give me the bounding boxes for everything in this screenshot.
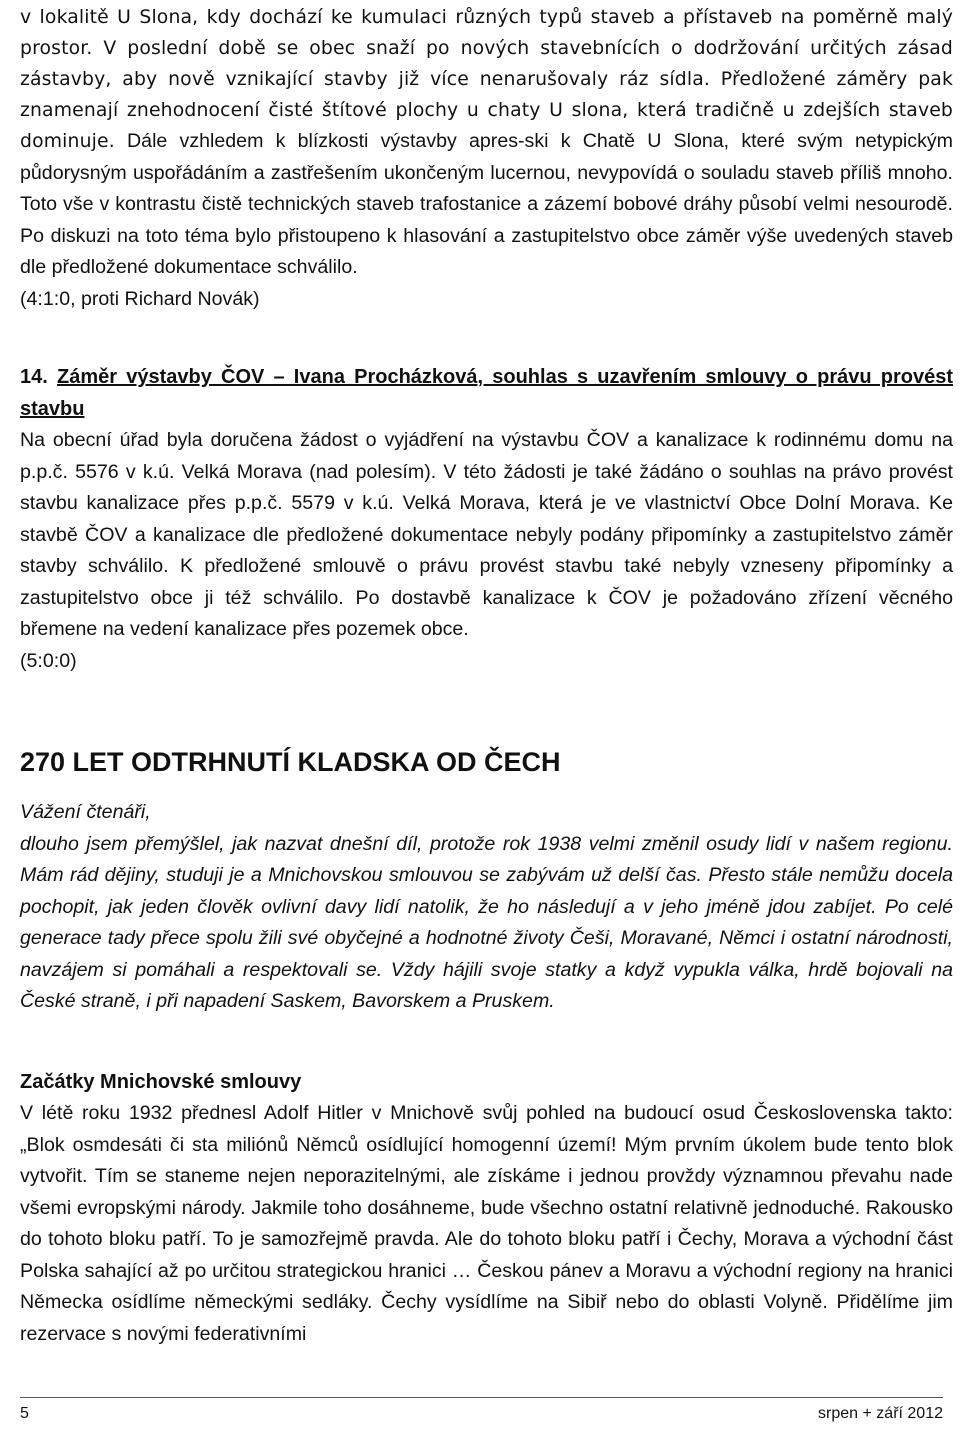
- paragraph-part-1: v lokalitě U Slona, kdy dochází ke kumulaci různých typů staveb a přístaveb na poměrně malý prostor. V poslední době se obec snaží po nových stavebnících o dodržování určitých zásad zástavby, aby nově vznikající stavby již více nenarušovaly ráz sídla. Předložené záměry pak znamenají znehodnocení čisté štítové plochy u chaty U slona, která tradičně u zdejších staveb dominuje.: [20, 7, 953, 152]
- agenda-item-vote: (5:0:0): [20, 649, 77, 672]
- article-subheading: Začátky Mnichovské smlouvy: [20, 1071, 302, 1093]
- vote-result: (4:1:0, proti Richard Novák): [20, 287, 260, 310]
- page-number: 5: [20, 1405, 29, 1422]
- article-body: V létě roku 1932 přednesl Adolf Hitler v Mnichově svůj pohled na budoucí osud Československa takto: „Blok osmdesáti či sta miliónů Němců osídlující homogenní území! Mým prvním úkolem bude tento blok vytvořit. Tím se staneme nejen neporazitelnými, ale získáme i jednou provždy významnou převahu nade všemi evropskými národy. Jakmile toho dosáhneme, bude všechno ostatní relativně jednoduché. Rakousko do tohoto bloku patří. To je samozřejmě pravda. Ale do tohoto bloku patří i Čechy, Morava a východní část Polska sahající až po určitou strategickou hranici … Českou pánev a Moravu a východní regiony na hranici Německa osídlíme německými sedláky. Čechy vysídlíme na Sibiř nebo do oblasti Volyně. Přidělíme jim rezervace s novými federativními: [20, 1102, 953, 1345]
- paragraph-part-2: Dále vzhledem k blízkosti výstavby apres-ski k Chatě U Slona, které svým netypickým půdorysným uspořádáním a zastřešením ukončeným lucernou, nevypovídá o souladu staveb příliš mnoho. Toto vše v kontrastu čistě technických staveb trafostanice a zázemí bobové dráhy působí velmi nesourodě. Po diskuzi na toto téma bylo přistoupeno k hlasování a zastupitelstvo obce záměr výše uvedených staveb dle předložené dokumentace schválilo.: [20, 130, 953, 278]
- issue-label: srpen + září 2012: [818, 1405, 943, 1422]
- agenda-item-heading: [20, 361, 953, 425]
- article-heading: 270 LET ODTRHNUTÍ KLADSKA OD ČECH: [20, 747, 561, 777]
- agenda-item-text: Na obecní úřad byla doručena žádost o vyjádření na výstavbu ČOV a kanalizace k rodinnému domu na p.p.č. 5576 v k.ú. Velká Morava (nad polesím). V této žádosti je také žádáno o souhlas na právo provést stavbu kanalizace přes p.p.č. 5579 v k.ú. Velká Morava, která je ve vlastnictví Obce Dolní Morava. Ke stavbě ČOV a kanalizace dle předložené dokumentace nebyly podány připomínky a zastupitelstvo záměr stavby schválilo. K předložené smlouvě o právu provést stavbu také nebyly vzneseny připomínky a zastupitelstvo obce ji též schválilo. Po dostavbě kanalizace k ČOV je požadováno zřízení věcného břemene na vedení kanalizace přes pozemek obce.: [20, 429, 953, 640]
- article-greeting: Vážení čtenáři,: [20, 801, 151, 823]
- agenda-item-title: Záměr výstavby ČOV – Ivana Procházková, souhlas s uzavřením smlouvy o právu provést stavbu: [20, 366, 953, 420]
- footer-divider: [20, 1397, 943, 1398]
- council-minutes-paragraph: [20, 2, 953, 315]
- agenda-item-14: [20, 361, 953, 677]
- article-intro-text: dlouho jsem přemýšlel, jak nazvat dnešní díl, protože rok 1938 velmi změnil osudy lidí v našem regionu. Mám rád dějiny, studuji je a Mnichovskou smlouvou se zabývám už delší čas. Přesto stále nemůžu docela pochopit, jak jeden člověk ovlivní davy lidí natolik, že ho následují a v jeho jméně jdou zabíjet. Po celé generace tady přece spolu žili své obyčejné a hodnotné životy Češi, Moravané, Němci i ostatní národnosti, navzájem si pomáhali a respektovali se. Vždy hájili svoje statky a když vypukla válka, hrdě bojovali na České straně, i při napadení Saskem, Bavorskem a Pruskem.: [20, 832, 953, 1012]
- article-intro: [20, 797, 953, 1018]
- article-section: [20, 1066, 953, 1350]
- agenda-item-number: 14.: [20, 366, 48, 388]
